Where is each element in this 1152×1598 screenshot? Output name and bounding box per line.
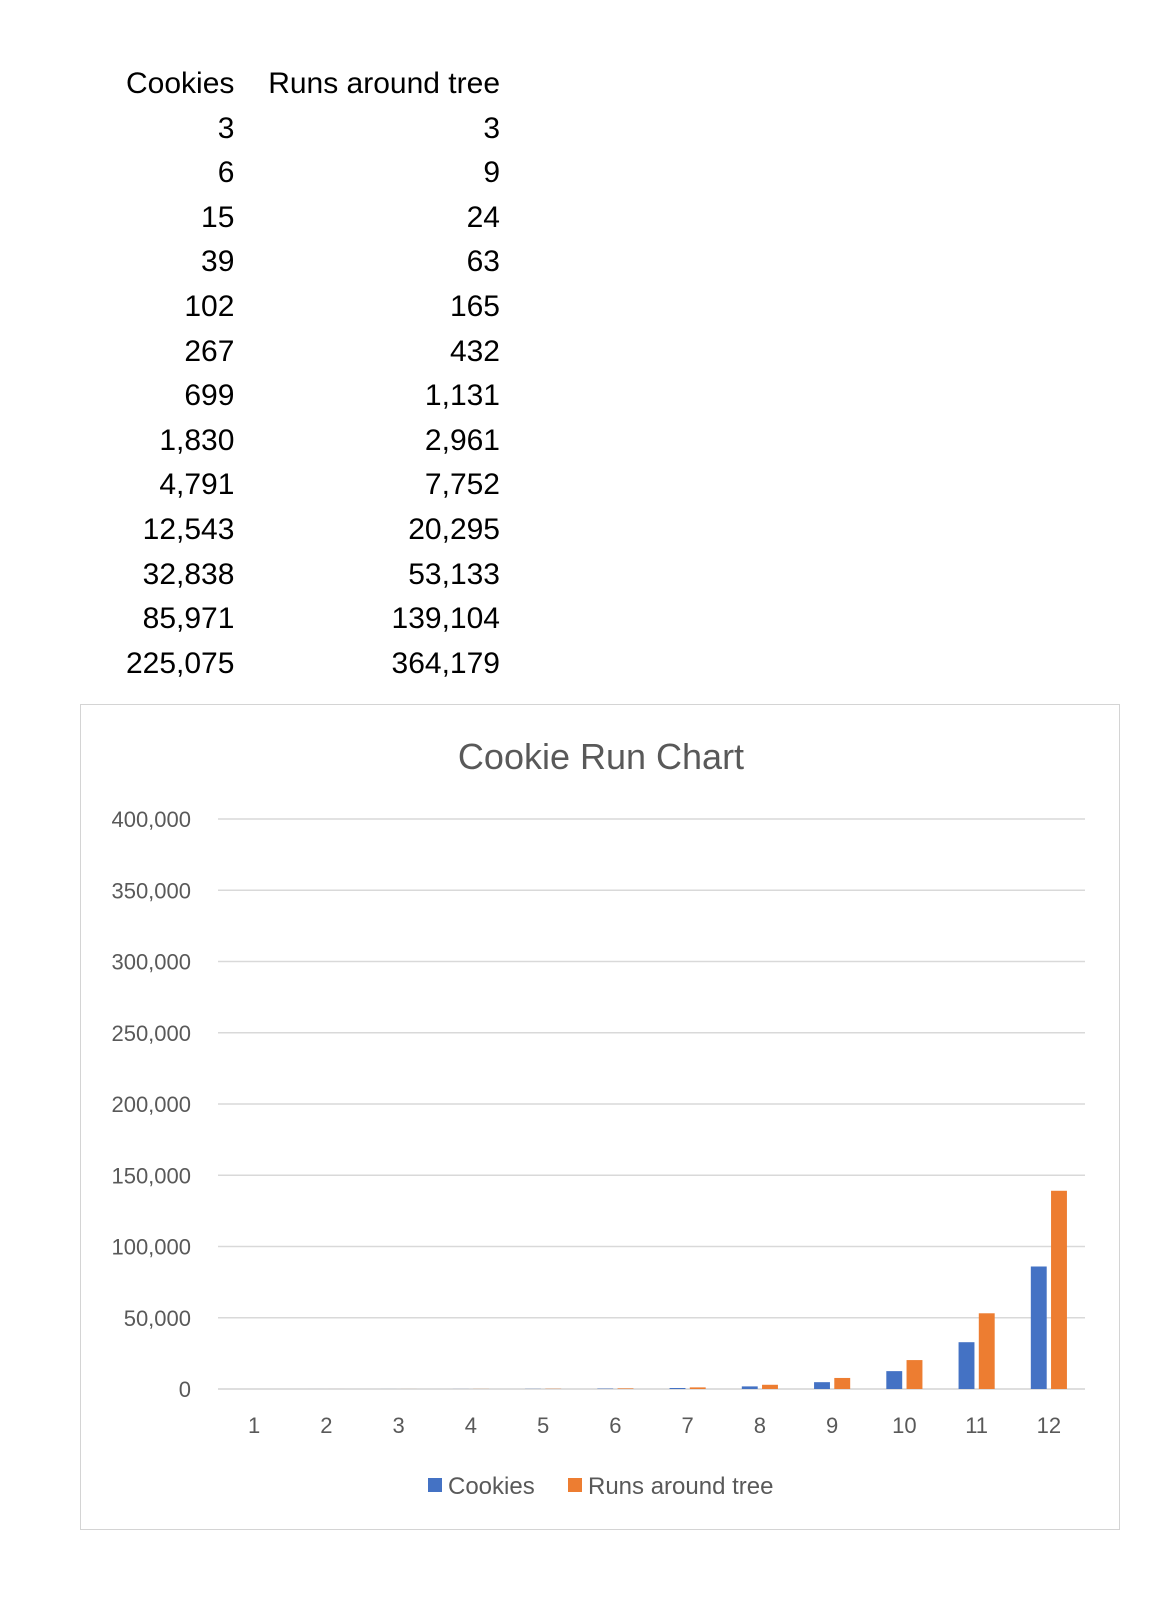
table-body (80, 107, 500, 687)
x-tick-label: 2 (320, 1413, 333, 1438)
table-row (80, 553, 500, 598)
legend-label-runs: Runs around tree (588, 1473, 774, 1500)
x-tick-label: 1 (248, 1413, 261, 1438)
cell-cookies: 12,543 (142, 512, 235, 546)
bar-runs-11 (979, 1313, 995, 1389)
cell-cookies: 32,838 (142, 557, 235, 591)
cell-cookies: 225,075 (125, 646, 235, 680)
bar-runs-12 (1051, 1191, 1067, 1389)
table-row (80, 151, 500, 196)
x-tick-label: 9 (826, 1413, 839, 1438)
bar-runs-9 (834, 1378, 850, 1389)
bar-cookies-12 (1031, 1266, 1047, 1389)
x-tick-label: 6 (609, 1413, 622, 1438)
cell-runs: 364,179 (391, 646, 500, 680)
table-row (80, 642, 500, 687)
legend-label-cookies: Cookies (448, 1473, 535, 1500)
cell-cookies: 699 (184, 379, 235, 413)
cell-runs: 432 (449, 334, 500, 368)
table-row (80, 419, 500, 464)
y-tick-label: 50,000 (123, 1305, 191, 1331)
table-row (80, 285, 500, 330)
x-tick-label: 3 (392, 1413, 405, 1438)
bar-cookies-10 (886, 1371, 902, 1389)
table-row (80, 597, 500, 642)
cell-cookies: 85,971 (142, 602, 235, 636)
table-row (80, 107, 500, 152)
y-tick-label: 300,000 (111, 949, 191, 975)
bar-cookies-7 (670, 1388, 686, 1389)
bar-runs-8 (762, 1385, 778, 1389)
cell-runs: 53,133 (408, 557, 500, 591)
cell-cookies: 267 (184, 334, 235, 368)
table-header-row (80, 62, 500, 107)
cell-runs: 1,131 (424, 379, 500, 413)
cell-runs: 20,295 (408, 512, 500, 546)
y-tick-label: 0 (178, 1377, 191, 1402)
y-tick-label: 400,000 (111, 807, 191, 832)
table-row (80, 374, 500, 419)
table-row (80, 240, 500, 285)
table-row (80, 463, 500, 508)
x-tick-label: 4 (464, 1413, 477, 1438)
data-table (80, 62, 500, 686)
chart-container (80, 704, 1120, 1530)
x-tick-label: 11 (965, 1413, 989, 1438)
cell-cookies: 6 (217, 156, 235, 190)
table-row (80, 508, 500, 553)
cell-runs: 7,752 (424, 468, 500, 502)
x-tick-label: 10 (892, 1413, 917, 1438)
table-row (80, 196, 500, 241)
x-tick-label: 12 (1036, 1413, 1062, 1438)
x-tick-label: 5 (537, 1413, 550, 1438)
column-header-runs: Runs around tree (268, 67, 500, 100)
x-axis-labels (248, 1413, 1061, 1438)
cell-runs: 165 (449, 289, 500, 323)
cell-cookies: 102 (184, 289, 235, 323)
cell-runs: 3 (483, 111, 500, 145)
cell-runs: 139,104 (391, 602, 500, 636)
bar-cookies-11 (959, 1342, 975, 1389)
y-tick-label: 200,000 (111, 1092, 191, 1117)
bar-chart (81, 705, 1121, 1531)
legend-swatch-cookies (428, 1478, 442, 1492)
cell-cookies: 1,830 (159, 423, 235, 457)
bar-runs-7 (690, 1387, 706, 1389)
cell-cookies: 15 (201, 200, 235, 234)
bars (236, 1191, 1067, 1389)
bar-runs-10 (907, 1360, 923, 1389)
gridlines (218, 819, 1085, 1389)
bar-cookies-9 (814, 1382, 830, 1389)
bar-runs-6 (618, 1388, 634, 1389)
cell-cookies: 3 (217, 111, 235, 145)
cell-runs: 9 (483, 156, 500, 190)
column-header-cookies: Cookies (126, 67, 235, 100)
y-tick-label: 100,000 (111, 1234, 191, 1260)
legend-swatch-runs (568, 1478, 582, 1492)
table-row (80, 330, 500, 375)
cell-cookies: 4,791 (159, 468, 235, 502)
y-tick-label: 350,000 (111, 878, 191, 904)
y-axis-labels (111, 807, 191, 1402)
cell-runs: 24 (466, 200, 500, 234)
legend (428, 1473, 773, 1500)
x-tick-label: 7 (681, 1413, 694, 1438)
y-tick-label: 150,000 (111, 1163, 191, 1189)
x-tick-label: 8 (753, 1413, 766, 1438)
cell-runs: 63 (466, 245, 500, 279)
cell-cookies: 39 (201, 245, 235, 279)
y-tick-label: 250,000 (111, 1020, 191, 1046)
chart-title: Cookie Run Chart (457, 736, 745, 777)
bar-cookies-8 (742, 1386, 758, 1389)
cell-runs: 2,961 (424, 423, 500, 457)
